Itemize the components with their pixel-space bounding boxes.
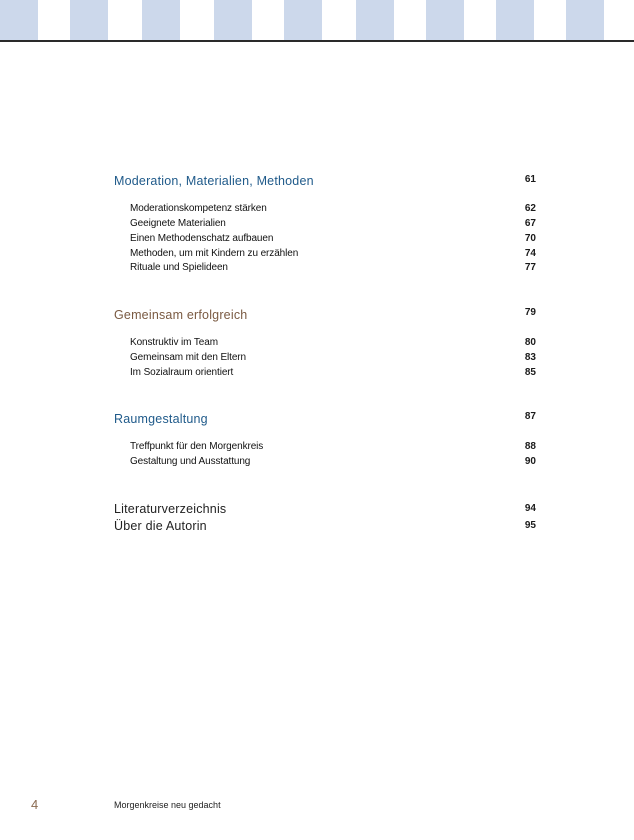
toc-entry[interactable]: Methoden, um mit Kindern zu erzählen [130,248,299,259]
appendix-page-number: 94 [524,503,536,514]
stripe [426,0,464,40]
section-heading[interactable]: Raumgestaltung [114,412,208,426]
toc-entry-page: 74 [524,248,536,259]
stripe [0,0,38,40]
appendix-page-number: 95 [524,520,536,531]
toc-entry-page: 62 [524,203,536,214]
section-page-number: 61 [524,174,536,185]
section-page-number: 87 [524,411,536,422]
toc-entry-page: 70 [524,233,536,244]
stripe [284,0,322,40]
toc-entry[interactable]: Moderationskompetenz stärken [130,203,267,214]
header-rule [0,40,634,42]
toc-entry-page: 88 [524,441,536,452]
section-page-number: 79 [524,307,536,318]
toc-entry-page: 77 [524,262,536,273]
toc-entry[interactable]: Konstruktiv im Team [130,337,218,348]
appendix-heading[interactable]: Über die Autorin [114,519,207,533]
footer-book-title: Morgenkreise neu gedacht [114,800,221,810]
toc-entry[interactable]: Gemeinsam mit den Eltern [130,352,246,363]
section-heading[interactable]: Moderation, Materialien, Methoden [114,174,314,188]
stripe [70,0,108,40]
toc-entry[interactable]: Rituale und Spielideen [130,262,228,273]
toc-entry[interactable]: Einen Methodenschatz aufbauen [130,233,274,244]
section-heading[interactable]: Gemeinsam erfolgreich [114,308,248,322]
toc-entry[interactable]: Geeignete Materialien [130,218,226,229]
stripe [356,0,394,40]
toc-entry-page: 80 [524,337,536,348]
toc-entry[interactable]: Treffpunkt für den Morgenkreis [130,441,264,452]
toc-entry-page: 85 [524,367,536,378]
stripe [496,0,534,40]
footer-page-number: 4 [31,797,39,812]
stripe [566,0,604,40]
stripe [142,0,180,40]
toc-entry[interactable]: Im Sozialraum orientiert [130,367,234,378]
toc-entry-page: 83 [524,352,536,363]
appendix-heading[interactable]: Literaturverzeichnis [114,502,227,516]
toc-entry-page: 67 [524,218,536,229]
toc-entry[interactable]: Gestaltung und Ausstattung [130,456,251,467]
stripe [214,0,252,40]
decorative-stripe-header [0,0,634,42]
toc-entry-page: 90 [524,456,536,467]
